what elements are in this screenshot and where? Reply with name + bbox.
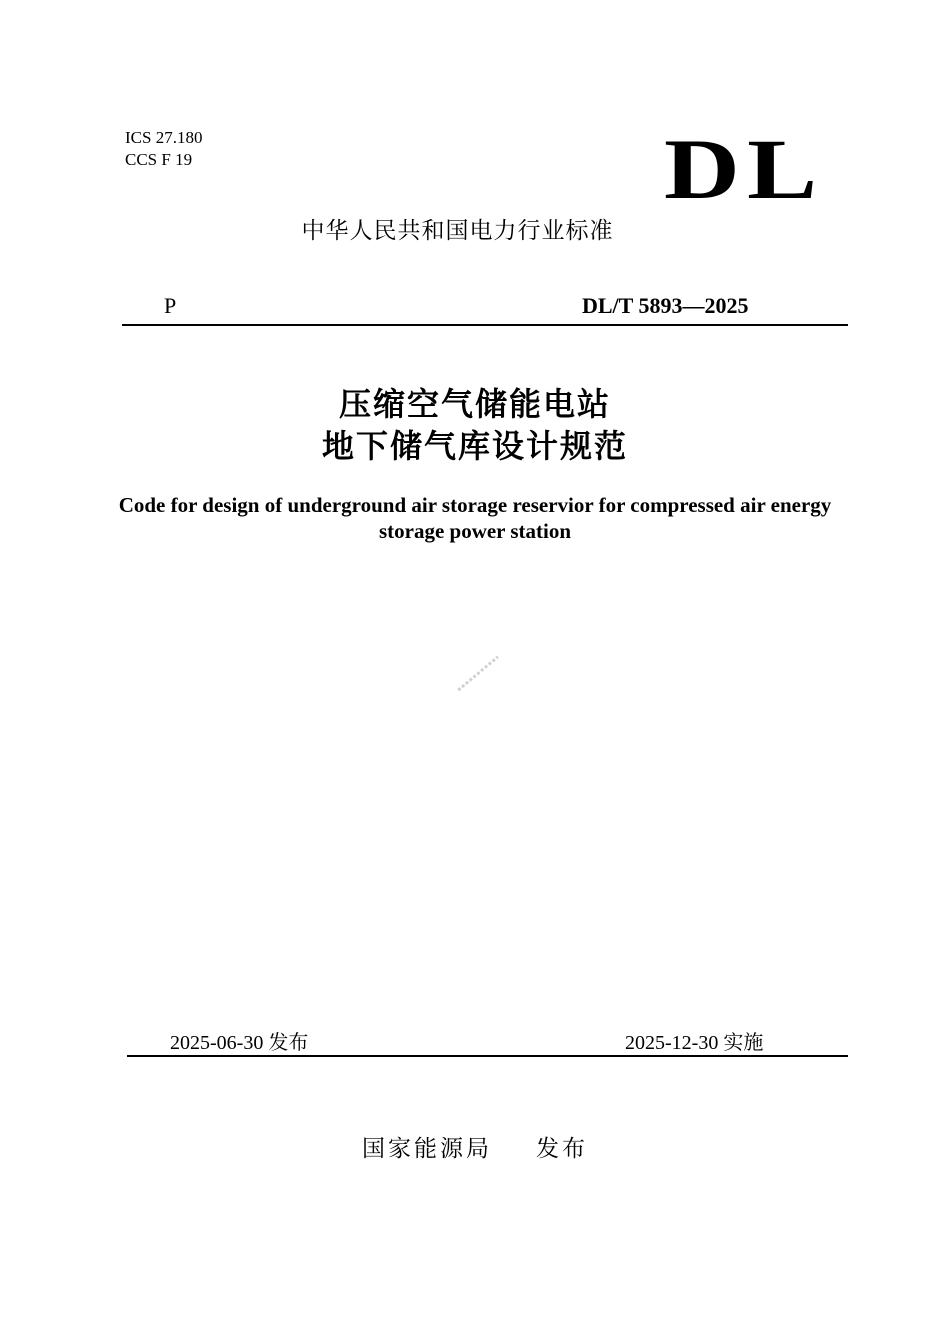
ics-code: ICS 27.180 <box>125 128 203 147</box>
publish-date: 2025-06-30 发布 <box>170 1032 309 1054</box>
issuer-name: 国家能源局 <box>362 1136 492 1162</box>
implement-date: 2025-12-30 实施 <box>625 1032 764 1054</box>
dates-row <box>127 1030 848 1058</box>
watermark-text-mark <box>457 656 499 692</box>
issuer-row <box>0 1134 950 1164</box>
category-code: P <box>164 293 177 318</box>
dates-divider <box>127 1055 848 1057</box>
issuer-action: 发布 <box>536 1136 588 1162</box>
document-title-en: Code for design of underground air storage reservior for compressed air energy storage power station <box>118 493 832 543</box>
title-cn-line-1: 压缩空气储能电站 <box>338 385 611 423</box>
classification-codes <box>125 127 202 171</box>
watermark <box>440 650 510 690</box>
ccs-code: CCS F 19 <box>125 150 193 169</box>
industry-standard-label: 中华人民共和国电力行业标准 <box>301 218 614 244</box>
standard-header-row <box>122 292 848 326</box>
document-title-cn <box>0 383 950 467</box>
standard-number: DL/T 5893—2025 <box>582 293 749 318</box>
header-divider <box>122 324 848 326</box>
title-cn-line-2: 地下储气库设计规范 <box>321 427 628 465</box>
dl-logo: DL <box>664 121 825 217</box>
